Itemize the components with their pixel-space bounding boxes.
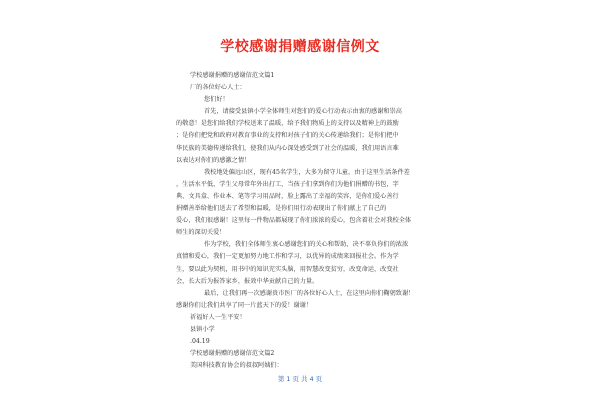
body-line: 爱心，我们很感谢！这里每一件物品都展现了你们浓浓的爱心，包含着社会对我校全体: [176, 217, 412, 225]
body-line: 师生的深切关爱！: [176, 229, 226, 237]
body-line: 美国科技教育协会的叔叔阿姨们：: [190, 362, 283, 370]
body-line: 华民族的美德传递给我们，使我们从内心深处感受到了社会的温暖，我们用语言难: [176, 144, 399, 152]
body-line: .04.19: [190, 338, 210, 346]
body-line: 学校感谢捐赠的感谢信范文篇2: [190, 350, 275, 358]
body-line: 作为学校，我们全体师生衷心感谢您们的关心和帮助，决不辜负你们的浓浓: [204, 241, 409, 249]
body-line: 生，要以此为契机，用书中的知识充实头脑，用智慧改变贫穷，改变命运，改变社: [176, 265, 399, 273]
document-title: 学校感谢捐赠感谢信例文: [220, 39, 380, 55]
body-line: 厂的各位好心人士：: [190, 84, 246, 92]
body-line: 的敬意！是您们给我们学校送来了温暖，给予我们物质上的支持以及精神上的鼓励: [176, 120, 399, 128]
body-line: 学校感谢捐赠的感谢信范文篇1: [190, 72, 275, 79]
page-prefix: 第: [277, 375, 285, 383]
page-total: 4: [309, 375, 314, 383]
body-line: 感谢你们让我们共享了同一片蓝天下的爱！谢谢！: [176, 301, 313, 309]
body-line: 以表达对你们的感激之情！: [176, 156, 251, 164]
body-line: 最后，让我们再一次感谢贵市医厂的各位好心人士，在这里向你们鞠躬致谢！: [204, 289, 415, 297]
document-body: [176, 70, 438, 372]
body-line: 县镇小学: [190, 325, 215, 333]
body-line: 典、文具盒、作业本、笔等学习用品时，脸上露出了幸福的笑容，是你们爱心善行: [176, 192, 399, 200]
body-line: 祈福好人一生平安！: [190, 313, 246, 321]
page-mid: 页 共: [292, 375, 308, 383]
body-line: ；是你们把党和政府对教育事业的支持和对孩子们的关心传递给我们；是你们把中: [176, 132, 399, 140]
page-number: 1: [286, 375, 291, 383]
body-line: 真情和爱心，我们一定更加努力地工作和学习，以优异的成绩来回报社会。作为学: [176, 253, 399, 261]
body-line: ，生活水平低，学生父母常年外出打工，当孩子们拿到你们为他们捐赠的书包，字: [176, 180, 399, 188]
body-line: 首先，请接受县镇小学全体师生对您们的爱心行动表示由衷的感谢和崇高: [204, 108, 402, 116]
body-line: 会，长大后为报答家乡，报效中华贡献自己的力量。: [176, 277, 319, 285]
page-footer: [0, 374, 600, 383]
body-line: 捐赠善举给他们送去了希望和温暖，是你们用行动表现出了你们献上了自己的: [176, 205, 387, 213]
page-suffix: 页: [315, 375, 323, 383]
body-line: 我校地处偏远山区，现有45名学生，大多为留守儿童，由于这里生活条件差: [204, 168, 410, 176]
body-line: 您们好！: [204, 96, 229, 104]
